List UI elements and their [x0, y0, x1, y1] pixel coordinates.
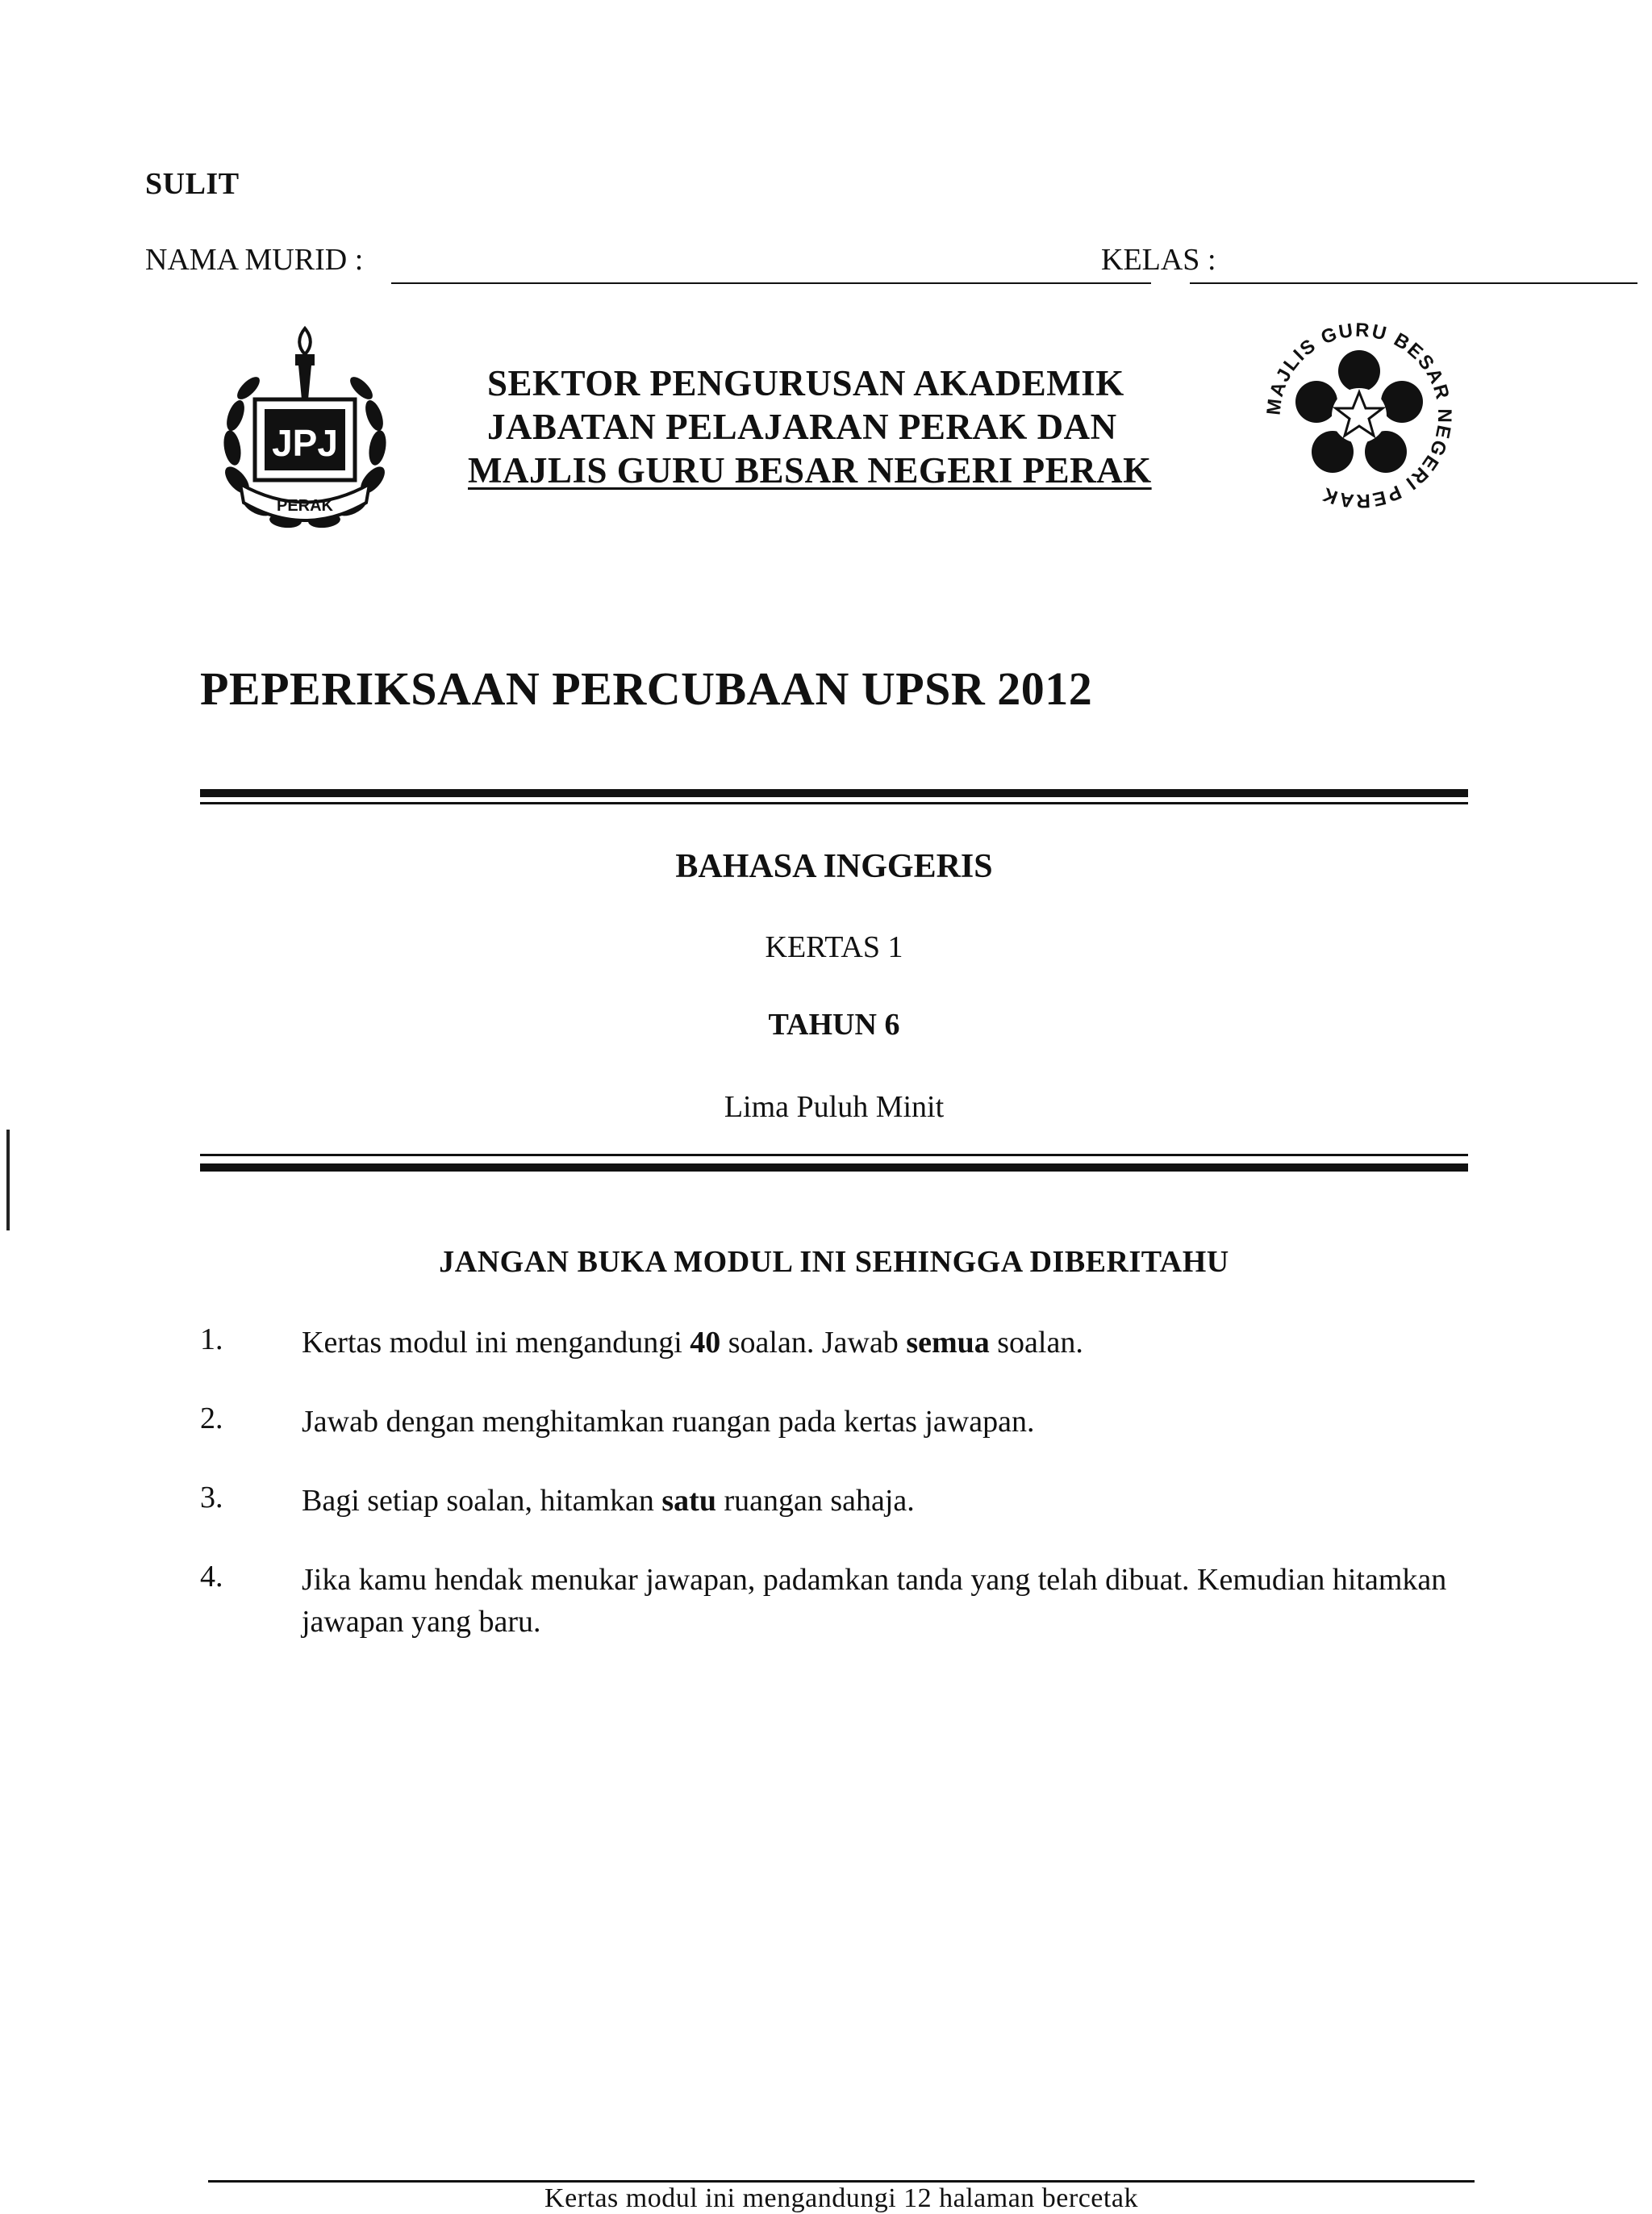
class-label: KELAS :	[1101, 243, 1216, 277]
paper-label: KERTAS 1	[765, 930, 903, 964]
organization-header	[468, 361, 1242, 492]
instruction-number: 4.	[200, 1560, 223, 1594]
instruction-item	[200, 1322, 1458, 1364]
instruction-text: Kertas modul ini mengandungi 40 soalan. Jawab semua soalan.	[302, 1326, 1083, 1360]
jpj-logo-letters: JPJ	[272, 422, 338, 464]
org-line-1: SEKTOR PENGURUSAN AKADEMIK	[487, 363, 1124, 403]
majlis-logo-ring-text: MAJLIS GURU BESAR NEGERI PERAK	[1262, 319, 1456, 512]
scan-edge-mark	[6, 1130, 10, 1230]
instruction-text: Jawab dengan menghitamkan ruangan pada kertas jawapan.	[302, 1405, 1035, 1439]
instruction-text: Bagi setiap soalan, hitamkan satu ruangan sahaja.	[302, 1484, 915, 1518]
student-fields	[145, 242, 1492, 290]
student-name-field[interactable]	[391, 282, 1151, 284]
instruction-item	[200, 1480, 1458, 1522]
instruction-item	[200, 1559, 1458, 1643]
footer-divider	[208, 2180, 1475, 2183]
divider-bottom-thick	[200, 1163, 1468, 1172]
warning-notice: JANGAN BUKA MODUL INI SEHINGGA DIBERITAHU	[439, 1245, 1229, 1279]
duration-label: Lima Puluh Minit	[724, 1090, 945, 1124]
jpj-perak-logo	[208, 319, 402, 541]
divider-bottom-thin	[200, 1154, 1468, 1156]
majlis-guru-besar-logo	[1258, 315, 1460, 516]
instruction-number: 3.	[200, 1481, 223, 1514]
jpj-logo-icon	[208, 319, 402, 541]
instruction-number: 2.	[200, 1402, 223, 1435]
instruction-text: Jika kamu hendak menukar jawapan, padamkan tanda yang telah dibuat. Kemudian hitamkan jawapan yang baru.	[302, 1563, 1447, 1639]
class-field[interactable]	[1190, 282, 1637, 284]
instruction-item	[200, 1401, 1458, 1443]
student-name-label: NAMA MURID :	[145, 243, 364, 277]
jpj-logo-ribbon: PERAK	[276, 497, 334, 515]
subject-title: BAHASA INGGERIS	[675, 848, 993, 885]
majlis-logo-icon	[1258, 315, 1460, 516]
year-label: TAHUN 6	[768, 1008, 900, 1042]
divider-top-thin	[200, 802, 1468, 804]
exam-title: PEPERIKSAAN PERCUBAAN UPSR 2012	[200, 662, 1093, 715]
org-line-3: MAJLIS GURU BESAR NEGERI PERAK	[468, 450, 1152, 491]
page-count-footer: Kertas modul ini mengandungi 12 halaman bercetak	[544, 2183, 1138, 2213]
divider-top-thick	[200, 789, 1468, 797]
instruction-number: 1.	[200, 1322, 223, 1356]
instructions-list	[200, 1322, 1458, 1680]
org-line-2: JABATAN PELAJARAN PERAK DAN	[487, 407, 1117, 447]
classification-label: SULIT	[145, 167, 240, 201]
